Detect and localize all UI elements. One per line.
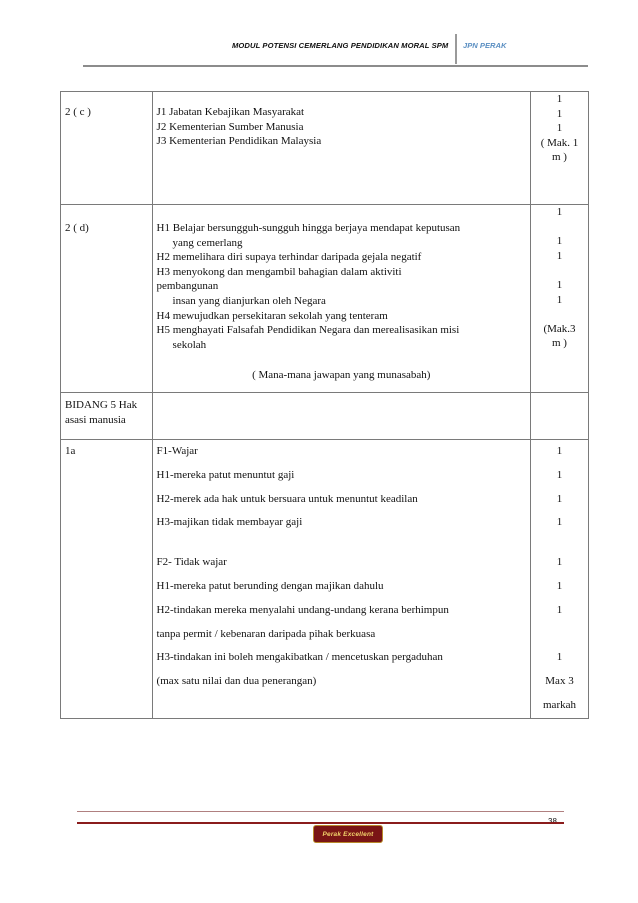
answer-line: H1-mereka patut berunding dengan majikan dahulu bbox=[156, 579, 384, 592]
answer-line: H3-tindakan ini boleh mengakibatkan / mencetuskan pergaduhan bbox=[156, 651, 443, 664]
question-label: 1a bbox=[61, 440, 153, 719]
footer-bar bbox=[77, 822, 564, 824]
answer-line: H5 menghayati Falsafah Pendidikan Negara dan merealisasikan misi bbox=[156, 324, 460, 337]
answer-line: H3 menyokong dan mengambil bahagian dalam aktiviti bbox=[156, 265, 402, 278]
answer-line: sekolah bbox=[172, 338, 207, 351]
mark: Max 3 bbox=[545, 675, 574, 688]
mark: 1 bbox=[556, 556, 563, 569]
table-row-bidang5 bbox=[61, 393, 589, 440]
answer-line: H3-majikan tidak membayar gaji bbox=[156, 516, 303, 529]
answer-line: H4 mewujudkan persekitaran sekolah yang tenteram bbox=[156, 309, 388, 322]
answer-scheme-table bbox=[60, 91, 589, 719]
mark: 1 bbox=[556, 579, 563, 592]
table-row-1a bbox=[61, 440, 589, 719]
answer-cell bbox=[152, 92, 530, 205]
answer-line: F1-Wajar bbox=[156, 445, 198, 457]
mark: 1 bbox=[556, 206, 563, 218]
answer-line: H2-tindakan mereka menyalahi undang-undang kerana berhimpun bbox=[156, 603, 449, 616]
mark: markah bbox=[543, 698, 576, 711]
mark: 1 bbox=[556, 468, 563, 481]
answer-line: (max satu nilai dan dua penerangan) bbox=[156, 675, 317, 688]
header-org: JPN PERAK bbox=[463, 41, 507, 50]
answer-line: pembangunan bbox=[156, 280, 219, 293]
mark: m ) bbox=[552, 151, 567, 164]
mark: (Mak.3 bbox=[543, 322, 576, 335]
mark: 1 bbox=[556, 492, 563, 505]
answer-line: H1 Belajar bersungguh-sungguh hingga berjaya mendapat keputusan bbox=[156, 222, 461, 234]
perak-excellent-logo bbox=[313, 825, 383, 843]
marks-cell bbox=[530, 205, 588, 393]
header-rule bbox=[83, 65, 588, 67]
answer-line: tanpa permit / kebenaran daripada pihak berkuasa bbox=[156, 627, 376, 640]
answer-note: ( Mana-mana jawapan yang munasabah) bbox=[252, 369, 431, 382]
answer-line: insan yang dianjurkan oleh Negara bbox=[172, 294, 326, 307]
question-label: 2 ( d) bbox=[61, 205, 153, 393]
answer-line: J1 Jabatan Kebajikan Masyarakat bbox=[156, 106, 305, 118]
answer-line: H2 memelihara diri supaya terhindar daripada gejala negatif bbox=[156, 251, 422, 264]
logo-text: Perak Excellent bbox=[322, 830, 374, 838]
answer-line: H1-mereka patut menuntut gaji bbox=[156, 468, 295, 481]
question-label: 2 ( c ) bbox=[61, 92, 153, 205]
header-title: MODUL POTENSI CEMERLANG PENDIDIKAN MORAL SPM bbox=[232, 41, 449, 50]
mark: 1 bbox=[556, 278, 563, 291]
answer-cell bbox=[152, 440, 530, 719]
section-label: BIDANG 5 Hak asasi manusia bbox=[61, 393, 153, 440]
footer-rule bbox=[77, 811, 564, 812]
mark: 1 bbox=[556, 107, 563, 120]
mark: 1 bbox=[556, 516, 563, 529]
mark: 1 bbox=[556, 651, 563, 664]
mark: 1 bbox=[556, 235, 563, 248]
mark: 1 bbox=[556, 249, 563, 262]
answer-line: H2-merek ada hak untuk bersuara untuk menuntut keadilan bbox=[156, 492, 418, 505]
mark: 1 bbox=[556, 122, 563, 135]
mark: 1 bbox=[556, 93, 563, 105]
answer-cell bbox=[152, 205, 530, 393]
mark: 1 bbox=[556, 603, 563, 616]
answer-line: yang cemerlang bbox=[172, 236, 243, 249]
mark: 1 bbox=[556, 293, 563, 306]
mark: ( Mak. 1 bbox=[540, 136, 579, 149]
mark: m ) bbox=[552, 337, 567, 350]
marks-cell bbox=[530, 440, 588, 719]
answer-line: J2 Kementerian Sumber Manusia bbox=[156, 120, 304, 133]
table-row-2d bbox=[61, 205, 589, 393]
marks-cell bbox=[530, 92, 588, 205]
answer-line: J3 Kementerian Pendidikan Malaysia bbox=[156, 135, 322, 148]
header-separator bbox=[455, 34, 457, 64]
mark: 1 bbox=[556, 445, 563, 457]
answer-line: F2- Tidak wajar bbox=[156, 556, 227, 569]
table-row-2c bbox=[61, 92, 589, 205]
